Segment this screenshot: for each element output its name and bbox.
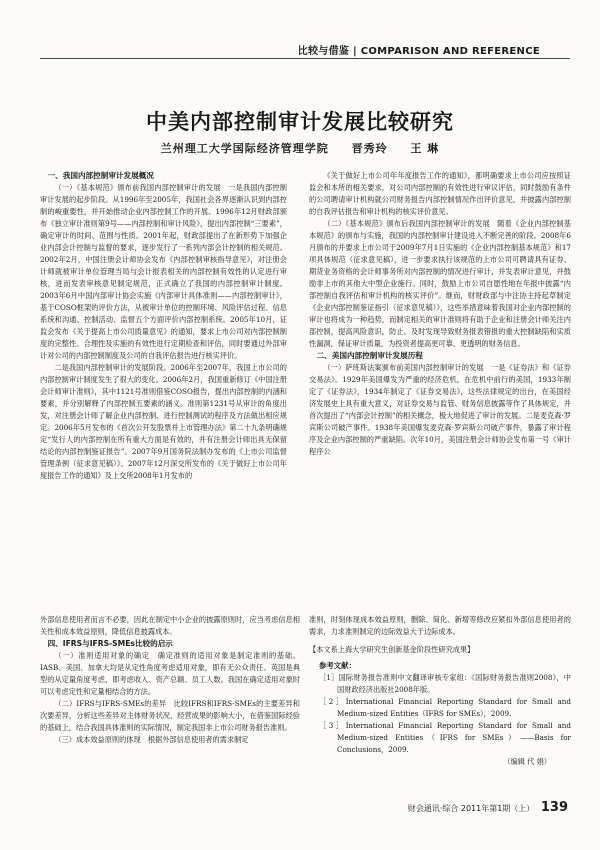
column-left-top [40, 170, 287, 602]
section-heading: 二、美国内部控制审计发展历程 [316, 351, 423, 360]
column-left-bottom [40, 614, 300, 770]
reference-item: ［1］国际财务报告准则中文翻译审核专家组：《国际财务报告准则2008》，中国财政经济出版社2008年版。 [319, 673, 571, 694]
editor-note: （编辑 代 娟） [503, 757, 551, 766]
author-1: 晋秀玲 [351, 142, 388, 155]
paragraph: （一）萨班斯法案颁布前美国内部控制审计的发展 一是《证券法》和《证券交易法》。1929年美国爆发为严重的经济危机，在危机中前行的美国，1933年制定了《证券法》，1934年制定了《证券交易法》，这些法律规定的出台，在美国经济发展史上具有重大意义，对证券交易与监管、财务信息披露等作了具体规定，并首次提出了“内部会计控制”的相关概念，极大地促进了审计的发展。二是麦克森·罗宾斯公司破产事件。1938年美国爆发麦克森·罗宾斯公司破产事件，暴露了审计程序及企业内部控制的严重缺陷。次年10月，美国注册会计师协会发布第一号《审计程序公 [309, 363, 571, 456]
header-rule [40, 58, 570, 59]
paragraph: （二）《基本规范》颁布后我国内部控制审计的发展 随着《企业内部控制基本规范》的颁布与实施，我国的内部控制审计建设进入不断完善的阶段。2008年6月颁布的并要求上市公司于2009年7月1日实施的《企业内部控制基本规范》和17项具体规范（征求意见稿），进一步要求执行该规范的上市公司可聘请具有证券、期货业务资格的会计师事务所对内部控制的情况进行审计，并发表审计意见，并鼓励非上市的其他大中型企业施行。同时，鼓励上市公司自愿性地在年报中披露“内部控制自我评估和审计机构的核实评价”。继而，财财政部与中注协主持起草制定《企业内部控制鉴证指引（征求意见稿）》，这些举措意味着我国对企业内部控制的审计也将成为一种趋势，而制定相关的审计准则将有助于企业和注册会计师关注内部控制，提高风险意识，防止、及时发现导致财务报表错报的重大控制缺陷和实质性漏洞，保证审计质量，为投资者提高更可靠、更透明的财务信息。 [309, 219, 571, 348]
column-right-top [309, 170, 571, 602]
page-number: 139 [540, 800, 568, 815]
paragraph: 外部信息使用者而言不必要，因此在制定中小企业的披露原则时，应当考虑信息相关性和成本效益原则，降低信息披露成本。 [40, 615, 300, 636]
reference-item: ［3］International Financial Reporting Standard for Small and Medium-sized Entities（IFRS for SMEs）——Basis for Conclusions，2009. [319, 721, 571, 754]
reference-item: ［2］International Financial Reporting Standard for Small and Medium-sized Entities（IFRS for SMEs），2009. [319, 697, 571, 718]
author-2: 王 琳 [410, 142, 440, 155]
paragraph: 准则，时刻体现成本效益原则，删除、简化、新增等修改应紧扣外部信息使用者的需求，力求准则制定的边际效益大于边际成本。 [309, 615, 571, 636]
article-title: 中美内部控制审计发展比较研究 [146, 110, 454, 134]
paragraph: 二是我国内部控制审计的发展阶段。2006年至2007年，我国上市公司的内部控制审计制度发生了很大的变化。2006年2月，我国重新修订《中国注册会计师审计准则》，其中1121号准则借鉴COSO报告，提出内部控制的内涵和要素，并分别解释了内部控制五要素的涵义。准则第1231号从审计的角度出发，对注册会计师了解企业内部控制、进行控制测试的程序及方法做出相应规定。2006年5月发布的《首次公开发股票并上市管理办法》第二十九条明确规定“发行人的内部控制在所有重大方面是有效的，并有注册会计师出具无保留结论的内部控制鉴证报告”。2007年9月国务院法制办发布的《上市公司监督管理条例（征求意见稿）》、2007年12月深交所发布的《关于做好上市公司年度报告工作的通知》及上交所2008年1月发布的 [40, 363, 287, 480]
page-footer [408, 800, 568, 815]
section-heading: 一、我国内部控制审计发展概况 [47, 171, 154, 180]
journal-info: 财会通讯·综合 2011年第1期（上） [407, 804, 535, 813]
author-line [0, 140, 600, 156]
paragraph: （一）准则适用对象的确定 确定准则的适用对象是制定准则的基础。IASB、美国、加拿大均是从定性角度考虑适用对象，即有无公众责任。英国是典型的从定量角度考虑，即考虑收入、资产总额、员工人数。我国在确定适用对象时可以考虑定性和定量相结合的方法。 [40, 651, 300, 696]
paragraph: （一）《基本规范》颁布前我国内部控制审计的发展 一是我国内部控制审计发展的起步阶段。从1996年至2005年，我国社会各界逐渐认识到内部控制的峻重要性，并开始推动企业内部控制工作的开展。1996年12月财政部颁布《独立审计准则第9号——内部控制和审计风险》，提出内部控制“三要素”，确定审计的时间、范围与性质。2001年起，财政部提出了在新形势下加强企业内部会计控制与监督的要求，逐步发行了一系列内部会计控制的相关规范。2002年2月，中国注册会计师协会发布《内部控制审核指导意见》，对注册会计师就被审计单位管理当局与会计报表相关的内部控制有效性的认定进行审核，进而发表审核意见制定规范，正式确立了我国的内部控制审计制度。2003年6月中国内部审计协会实施《内部审计具体准则——内部控制审计》，基于COSO框架的评价方法，从被审计单位的控制环境、风险评估过程、信息系统和沟通、控制活动、监督五个方面评价内部控制系统。2005年10月，证监会发布《关于提高上市公司质量意见》的通知，要求上市公司对内部控制制度的完整性、合理性及实施的有效性进行定期检查和评估，同时要通过外部审计对公司的内部控制制度及公司的自我评估报告进行核实评价。 [40, 183, 287, 360]
running-header: 比较与借鉴 | COMPARISON AND REFERENCE [297, 46, 540, 57]
references-title: 参考文献： [319, 661, 356, 670]
column-right-bottom [309, 614, 571, 784]
paragraph: （二）IFRS与IFRS-SMEs的差异 比较IFRS和IFRS-SMEs的主要差异和次要差异，分析这些差异对主体财务状况、经营成果的影响大小，在借鉴国际经验的基础上，结合我国具体准则的实际情况，制定我国非上市公司财务报告准则。 [40, 699, 300, 732]
funding-note: 【本文系上海大学研究生创新基金阶段性研究成果】 [309, 645, 475, 654]
paragraph: 《关于做好上市公司年年度报告工作的通知》，都明确要求上市公司应按照证监会和本所的相关要求，对公司内部控制的有效性进行审议评估，同时鼓励有条件的公司聘请审计机构就公司财务报告内部控制情况作出评价意见，并披露内部控制的自我评估报告和审计机构的核实评价意见。 [309, 171, 571, 216]
section-heading: 四、IFRS与IFRS-SMEs比较的启示 [47, 639, 173, 648]
affiliation: 兰州理工大学国际经济管理学院 [160, 142, 329, 155]
paragraph: （三）成本效益原则的体现 根据外部信息使用者的需求制定 [54, 735, 249, 744]
